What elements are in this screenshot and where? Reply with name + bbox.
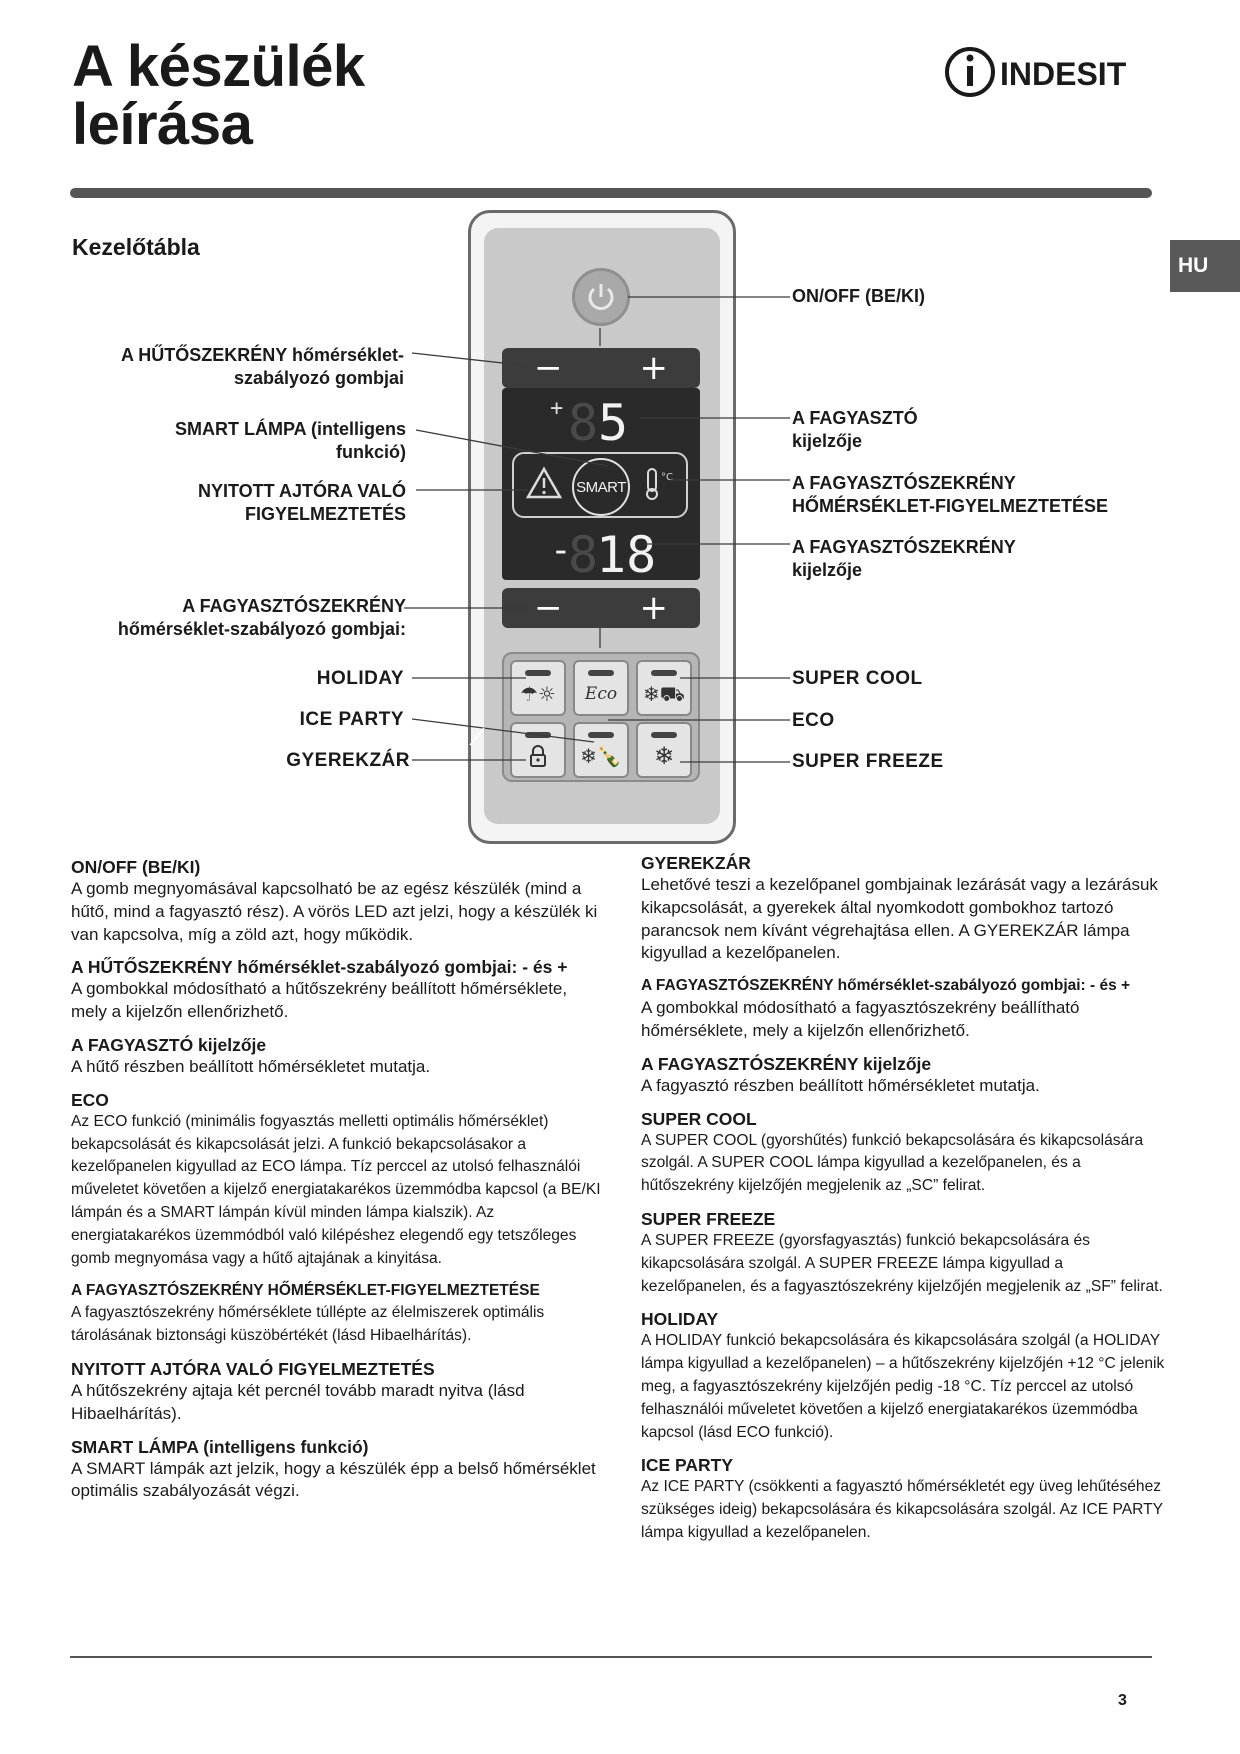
entry-text: A SUPER COOL (gyorshűtés) funkció bekapcsolására és kikapcsolására szolgál. A SUPER COOL lámpa kigyullad a kezelőpanelen, és a hűtőszekrény kijelzőjén megjelenik az „SC” felirat. [641,1131,1144,1195]
entry-heading: SMART LÁMPA (intelligens funkció) [71,1436,369,1457]
entry-heading: SUPER COOL [641,1108,757,1129]
power-icon [584,280,618,314]
entry-text: A gomb megnyomásával kapcsolható be az egész készülék (mind a hűtő, mind a fagyasztó rész). A vörös LED azt jelzi, hogy a készülék ki van kapcsolva, míg a zöld azt, hogy működik. [71,879,598,944]
label-holiday: HOLIDAY [316,668,404,689]
smart-lamp: SMART [572,458,630,516]
snow-cart-icon: ❄⛟ [643,682,685,706]
eco-leaf-icon: Eco [584,684,618,704]
super-cool-button [636,660,692,716]
freezer-display-value: 18 [596,526,657,584]
right-column [641,852,1171,1555]
entry-text: A gombokkal módosítható a hűtőszekrény beállított hőmérséklete, mely a kijelzőn ellenőrizhető. [71,979,568,1022]
page-number: 3 [1118,1692,1127,1709]
entry-text: A HOLIDAY funkció bekapcsolására és kikapcsolására szolgál (a HOLIDAY lámpa kigyullad a kezelőpanelen) – a hűtőszekrény kijelzőjén +12 °C jelenik meg, a fagyasztószekrény kijelzőjén pedig -18 °C. Tíz perccel az utolsó felhasználói műveletet követően a kijelző energiatakarékos üzemmódba kapcsol (lásd ECO funkció). [641,1332,1165,1441]
bottom-divider [70,1656,1152,1658]
freezer-minus-button: − [534,588,563,628]
entry-fridge-temp-buttons [71,956,601,1024]
brand-text: INDESIT [1000,56,1127,92]
snow-bottle-icon: ❄🍾 [580,744,622,768]
entry-heading: A FAGYASZTÓSZEKRÉNY HŐMÉRSÉKLET-FIGYELMEZTETÉSE [71,1282,540,1300]
label-door-open-alarm: NYITOTT AJTÓRA VALÓ FIGYELMEZTETÉS [197,481,406,524]
fridge-plus-sign: + [550,396,564,421]
fridge-display-value: 5 [598,394,629,452]
entry-freezer-display [71,1034,601,1079]
label-freezer-temp-buttons: A FAGYASZTÓSZEKRÉNY hőmérséklet-szabályozó gombjai: [117,596,406,639]
page-title [72,34,365,157]
page-title-line-1: A készülék [72,34,365,99]
entry-super-cool [641,1108,1171,1198]
entry-heading: A HŰTŐSZEKRÉNY hőmérséklet-szabályozó gombjai: - és + [71,957,568,978]
entry-holiday [641,1308,1171,1444]
label-super-freeze: SUPER FREEZE [792,751,944,772]
entry-text: A SUPER FREEZE (gyorsfagyasztás) funkció bekapcsolására és kikapcsolására szolgál. A SUPER FREEZE lámpa kigyullad a kezelőpanelen, és a fagyasztószekrény kijelzőjén megjelenik az „SF” felirat. [641,1231,1163,1295]
label-freezer-display: A FAGYASZTÓ kijelzője [792,408,918,451]
entry-text: Az ICE PARTY (csökkenti a fagyasztó hőmérsékletét egy üveg lehűtéséhez szükséges ideig) bekapcsolására és kikapcsolására szolgál. Az ICE PARTY lámpa kigyullad a kezelőpanelen. [641,1478,1163,1541]
entry-text: A SMART lámpák azt jelzik, hogy a készülék épp a belső hőmérséklet optimális szabályozását végzi. [71,1458,596,1501]
entry-heading: GYEREKZÁR [641,853,751,873]
top-divider [70,188,1152,198]
freezer-plus-button: + [639,588,668,628]
entry-eco [71,1089,601,1271]
eco-button [573,660,629,716]
super-freeze-button [636,722,692,778]
entry-heading: HOLIDAY [641,1309,719,1330]
entry-heading: ECO [71,1089,109,1110]
thermometer-icon [642,466,676,502]
left-column [71,856,601,1513]
entry-child-lock [641,852,1171,965]
svg-text:°C: °C [661,472,673,483]
entry-ice-party [641,1454,1171,1544]
ice-party-button [573,722,629,778]
snowflake-icon: ❄ [653,742,675,770]
fridge-plus-button: + [639,348,668,388]
freezer-temp-buttons [502,588,700,628]
entry-freezer-temp-buttons [641,975,1171,1043]
entry-freezer-cabinet-display [641,1053,1171,1098]
entry-text: A fagyasztó részben beállított hőmérsékletet mutatja. [641,1075,1040,1095]
entry-text: A gombokkal módosítható a fagyasztószekrény beállítható hőmérséklete, mely a kijelzőn ellenőrizhető. [641,998,1080,1040]
fridge-temp-buttons [502,348,700,388]
entry-heading: ON/OFF (BE/KI) [71,857,201,877]
on-off-button [572,268,630,326]
label-ice-party: ICE PARTY [299,709,404,730]
entry-freezer-temp-alarm [71,1280,601,1348]
label-freezer-temp-alarm: A FAGYASZTÓSZEKRÉNY HŐMÉRSÉKLET-FIGYELMEZTETÉSE [792,473,1109,516]
label-eco: ECO [792,710,835,731]
label-freezer-cabinet-display: A FAGYASZTÓSZEKRÉNY kijelzője [792,537,1016,580]
indesit-logo [944,42,1154,102]
warning-icon [526,466,562,500]
entry-on-off [71,856,601,946]
lock-icon [528,744,548,768]
freezer-minus-sign: - [550,530,572,571]
umbrella-sun-icon: ☂☼ [520,682,556,706]
entry-door-open-alarm [71,1358,601,1426]
label-on-off: ON/OFF (BE/KI) [792,286,925,306]
entry-smart-lamp [71,1436,601,1504]
page-title-line-2: leírása [72,92,253,157]
child-lock-button [510,722,566,778]
entry-heading: NYITOTT AJTÓRA VALÓ FIGYELMEZTETÉS [71,1358,435,1379]
entry-text: Az ECO funkció (minimális fogyasztás melletti optimális hőmérséklet) bekapcsolását és kikapcsolását jelzi. A funkció bekapcsolásakor a kezelőpanelen kigyullad az ECO lámpa. Tíz perccel az utolsó felhasználói műveletet követően a kijelző energiatakarékos üzemmódba kapcsol (a BE/KI lámpán és a SMART lámpán kívül minden lámpa kialszik). Az energiatakarékos üzemmódból való kilépéshez elegendő egy tetszőleges gomb megnyomása vagy a hűtő ajtajának a kinyitása. [71,1112,601,1267]
entry-heading: A FAGYASZTÓ kijelzője [71,1034,267,1055]
entry-heading: A FAGYASZTÓSZEKRÉNY hőmérséklet-szabályozó gombjai: - és + [641,977,1131,995]
freezer-digit-ghost: 8 [568,526,599,584]
fridge-minus-button: − [534,348,563,388]
entry-heading: SUPER FREEZE [641,1208,776,1229]
entry-text: A fagyasztószekrény hőmérséklete túllépte az élelmiszerek optimális tárolásának biztonsági küszöbértékét (lásd Hibaelhárítás). [71,1304,545,1345]
entry-heading: ICE PARTY [641,1455,734,1476]
label-smart-lamp: SMART LÁMPA (intelligens funkció) [175,419,406,462]
entry-text: Lehetővé teszi a kezelőpanel gombjainak lezárását vagy a lezárásuk kikapcsolását, a gyerekek által nyomkodott gombokhoz tartozó parancsok nem kívánt végrehajtása ellen. A GYEREKZÁR lámpa kigyullad a kezelőpanelen. [641,875,1158,963]
label-child-lock: GYEREKZÁR [286,750,410,771]
fridge-digit-ghost: 8 [568,394,599,452]
entry-super-freeze [641,1208,1171,1298]
section-title: Kezelőtábla [72,234,200,260]
entry-heading: A FAGYASZTÓSZEKRÉNY kijelzője [641,1053,932,1074]
entry-text: A hűtő részben beállított hőmérsékletet mutatja. [71,1056,431,1076]
entry-text: A hűtőszekrény ajtaja két percnél tovább maradt nyitva (lásd Hibaelhárítás). [71,1380,525,1423]
language-tab: HU [1170,240,1240,292]
holiday-button [510,660,566,716]
label-super-cool: SUPER COOL [792,668,923,689]
label-fridge-temp-buttons: A HŰTŐSZEKRÉNY hőmérséklet- szabályozó gombjai [120,345,404,388]
